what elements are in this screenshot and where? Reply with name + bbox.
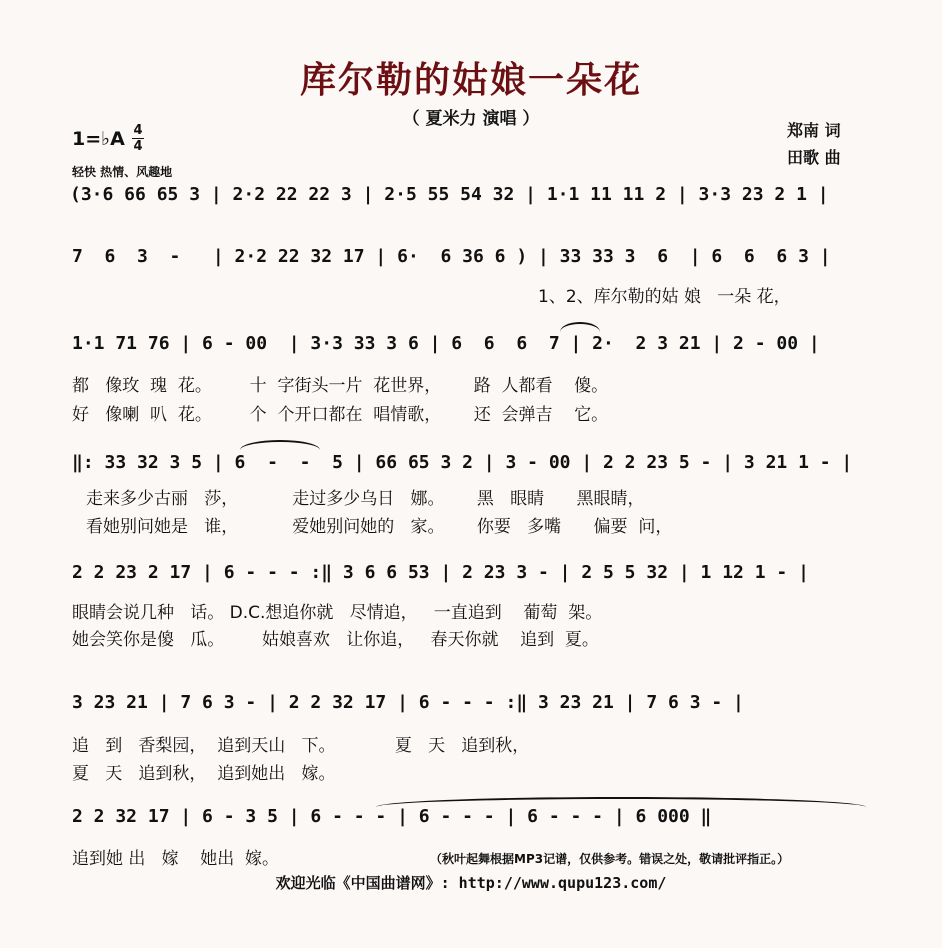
lyric-row-7-1: 追到她 出 嫁 她出 嫁。 <box>72 849 280 869</box>
lyric-row-2-1: 1、2、库尔勒的姑 娘 一朵 花， <box>538 287 791 307</box>
song-title: 库尔勒的姑娘一朵花 <box>299 60 642 101</box>
lyric-row-4-2: 看她别问她是 谁， 爱她别问她的 家。 你要 多嘴 偏要 问， <box>86 517 673 537</box>
lyric-row-3-2: 好 像喇 叭 花。 个 个开口都在 唱情歌， 还 会弹吉 它。 <box>72 405 609 425</box>
site-footer: 欢迎光临《中国曲谱网》: http://www.qupu123.com/ <box>275 874 667 892</box>
notation-row-6: 3 23 21 | 7 6 3 - | 2 2 32 17 | 6 - - - :‖ 3 23 21 | 7 6 3 - | <box>72 692 744 713</box>
lyric-row-4-1: 走来多少古丽 莎， 走过多少乌日 娜。 黑 眼睛 黑眼睛， <box>86 489 645 509</box>
singer-credit: （ 夏米力 演唱 ） <box>402 109 540 129</box>
lyric-row-6-1: 追 到 香梨园， 追到天山 下。 夏 天 追到秋， <box>72 736 530 756</box>
lyric-row-5-1: 眼睛会说几种 话。 D.C.想追你就 尽情追， 一直追到 葡萄 架。 <box>72 603 603 623</box>
slur-mark <box>376 797 866 807</box>
time-signature-bottom: 4 <box>133 139 143 154</box>
transcriber-note: （秋叶起舞根据MP3记谱，仅供参考。错误之处，敬请批评指正。） <box>430 852 790 866</box>
notation-row-7: 2 2 32 17 | 6 - 3 5 | 6 - - - | 6 - - - | 6 - - - | 6 000 ‖ <box>72 806 712 827</box>
lyric-row-3-1: 都 像玫 瑰 花。 十 字街头一片 花世界， 路 人都看 傻。 <box>72 376 609 396</box>
slur-mark <box>240 440 320 450</box>
lyric-row-5-2: 她会笑你是傻 瓜。 姑娘喜欢 让你追， 春天你就 追到 夏。 <box>72 630 599 650</box>
notation-row-2: 7 6 3 - | 2·2 22 32 17 | 6· 6 36 6 ) | 33 33 3 6 | 6 6 6 3 | <box>72 246 831 267</box>
lyricist-credit: 郑南 词 <box>787 121 841 140</box>
tempo-marking: 轻快 热情、风趣地 <box>72 165 173 179</box>
slur-mark <box>560 322 600 332</box>
notation-row-3: 1·1 71 76 | 6 - 00 | 3·3 33 3 6 | 6 6 6 7 | 2· 2 3 21 | 2 - 00 | <box>72 333 820 354</box>
time-signature-top: 4 <box>133 123 143 138</box>
key-signature: 1=♭A <box>72 128 125 150</box>
notation-row-1: (3·6 66 65 3 | 2·2 22 22 3 | 2·5 55 54 32 | 1·1 11 11 2 | 3·3 23 2 1 | <box>70 184 829 205</box>
composer-credit: 田歌 曲 <box>787 148 841 167</box>
lyric-row-6-2: 夏 天 追到秋， 追到她出 嫁。 <box>72 764 336 784</box>
notation-row-4: ‖: 33 32 3 5 | 6 - - 5 | 66 65 3 2 | 3 - 00 | 2 2 23 5 - | 3 21 1 - | <box>72 452 853 473</box>
time-signature <box>132 124 144 153</box>
notation-row-5: 2 2 23 2 17 | 6 - - - :‖ 3 6 6 53 | 2 23 3 - | 2 5 5 32 | 1 12 1 - | <box>72 562 809 583</box>
